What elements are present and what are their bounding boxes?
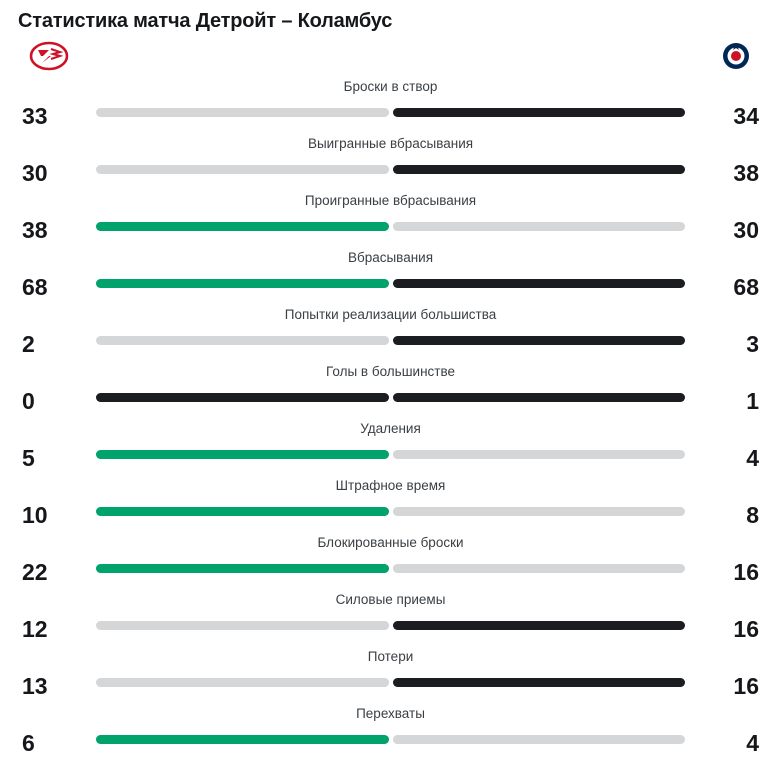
stat-bar-track-right [393,393,686,402]
stat-row [14,476,767,533]
stat-bar-pair [14,270,767,302]
stat-bar-fill-right [393,621,686,630]
stat-bar-track-left [96,678,389,687]
stat-bar-track-left [96,735,389,744]
stat-bar-fill-right [393,279,686,288]
stat-bar-pair [14,498,767,530]
stat-value-left: 38 [22,217,48,243]
stat-value-left: 5 [22,445,35,471]
stat-bar-pair [14,327,767,359]
stat-value-right: 4 [746,730,759,756]
stat-label: Удаления [360,421,421,436]
blue-jackets-logo [715,39,757,73]
stat-value-right: 3 [746,331,759,357]
stat-bar-fill-right [393,108,686,117]
stat-value-right: 4 [746,445,759,471]
stat-bar-track-left [96,165,389,174]
stat-bar-fill-left [245,108,388,117]
stat-value-left: 68 [22,274,48,300]
stat-bar-fill-left [254,165,389,174]
stat-value-left: 33 [22,103,48,129]
stat-bar-fill-left [96,450,389,459]
stat-bar-track-left [96,621,389,630]
stat-bar-fill-right [393,735,580,744]
stat-label: Вбрасывания [347,250,434,265]
stat-bar-fill-left [96,735,389,744]
stat-bar-fill-right [393,678,686,687]
stat-value-right: 38 [733,160,759,186]
stat-value-right: 16 [733,673,759,699]
page-title: Статистика матча Детройт – Коламбус [18,10,393,32]
stat-bar-pair [14,441,767,473]
stat-value-right: 34 [733,103,759,129]
stat-bar-track-left [96,450,389,459]
stat-bar-track-right [393,222,686,231]
stat-bar-pair [14,384,767,416]
stat-bar-track-left [96,393,389,402]
stat-row [14,134,767,191]
stat-bar-pair [14,555,767,587]
stat-bar-fill-left [96,222,389,231]
stat-bar-track-right [393,279,686,288]
stat-bar-track-left [96,507,389,516]
stat-bar-track-right [393,507,686,516]
red-wings-logo [28,39,70,73]
stat-bar-pair [14,669,767,701]
stat-bar-fill-right [393,450,545,459]
stat-label: Потери [367,649,414,664]
stat-row [14,590,767,647]
stat-value-left: 12 [22,616,48,642]
stat-bar-fill-right [393,222,528,231]
stat-bar-track-right [393,621,686,630]
stat-bar-fill-right [393,165,686,174]
stat-rows [14,77,767,761]
stat-value-right: 30 [733,217,759,243]
stat-label: Проигранные вбрасывания [304,193,477,208]
stat-row [14,419,767,476]
stat-bar-pair [14,726,767,758]
stat-label: Выигранные вбрасывания [307,136,474,151]
stat-row [14,647,767,704]
stat-bar-fill-right [393,564,563,573]
stat-label: Штрафное время [335,478,446,493]
stat-label: Голы в большинстве [325,364,455,379]
team-logos [14,39,767,75]
stat-bar-track-right [393,336,686,345]
stat-value-right: 1 [746,388,759,414]
stat-bar-fill-left [242,336,388,345]
stat-row [14,191,767,248]
stat-row [14,305,767,362]
stat-value-left: 6 [22,730,35,756]
stat-value-left: 30 [22,160,48,186]
stat-value-right: 16 [733,616,759,642]
stat-row [14,362,767,419]
stat-label: Блокированные броски [317,535,464,550]
stat-label: Силовые приемы [335,592,446,607]
stat-row [14,704,767,761]
stat-bar-track-right [393,450,686,459]
stat-value-right: 68 [733,274,759,300]
stat-bar-track-right [393,165,686,174]
stat-bar-track-right [393,735,686,744]
stat-bar-fill-left [242,678,388,687]
stat-value-right: 16 [733,559,759,585]
stat-bar-track-right [393,564,686,573]
stat-bar-track-left [96,336,389,345]
stat-row [14,533,767,590]
stat-bar-track-left [96,564,389,573]
stat-bar-track-right [393,108,686,117]
stat-bar-fill-right [393,393,686,402]
stat-bar-track-right [393,678,686,687]
stat-bar-fill-left [143,621,389,630]
stat-label: Попытки реализации большиства [284,307,497,322]
stat-value-left: 13 [22,673,48,699]
stat-bar-pair [14,156,767,188]
stat-value-left: 0 [22,388,35,414]
stat-bar-fill-right [393,507,557,516]
stat-bar-fill-right [393,336,686,345]
stat-bar-pair [14,213,767,245]
stat-bar-fill-left [96,279,389,288]
stat-bar-fill-left [96,507,389,516]
stat-bar-pair [14,99,767,131]
stat-bar-fill-left [96,564,389,573]
stat-value-left: 22 [22,559,48,585]
stat-label: Броски в створ [343,79,438,94]
stat-bar-track-left [96,108,389,117]
stat-bar-fill-left [96,393,389,402]
stat-value-right: 8 [746,502,759,528]
stat-bar-track-left [96,222,389,231]
stat-value-left: 10 [22,502,48,528]
stat-row [14,77,767,134]
stat-bar-pair [14,612,767,644]
stat-value-left: 2 [22,331,35,357]
stat-row [14,248,767,305]
stat-label: Перехваты [356,706,425,721]
stat-bar-track-left [96,279,389,288]
